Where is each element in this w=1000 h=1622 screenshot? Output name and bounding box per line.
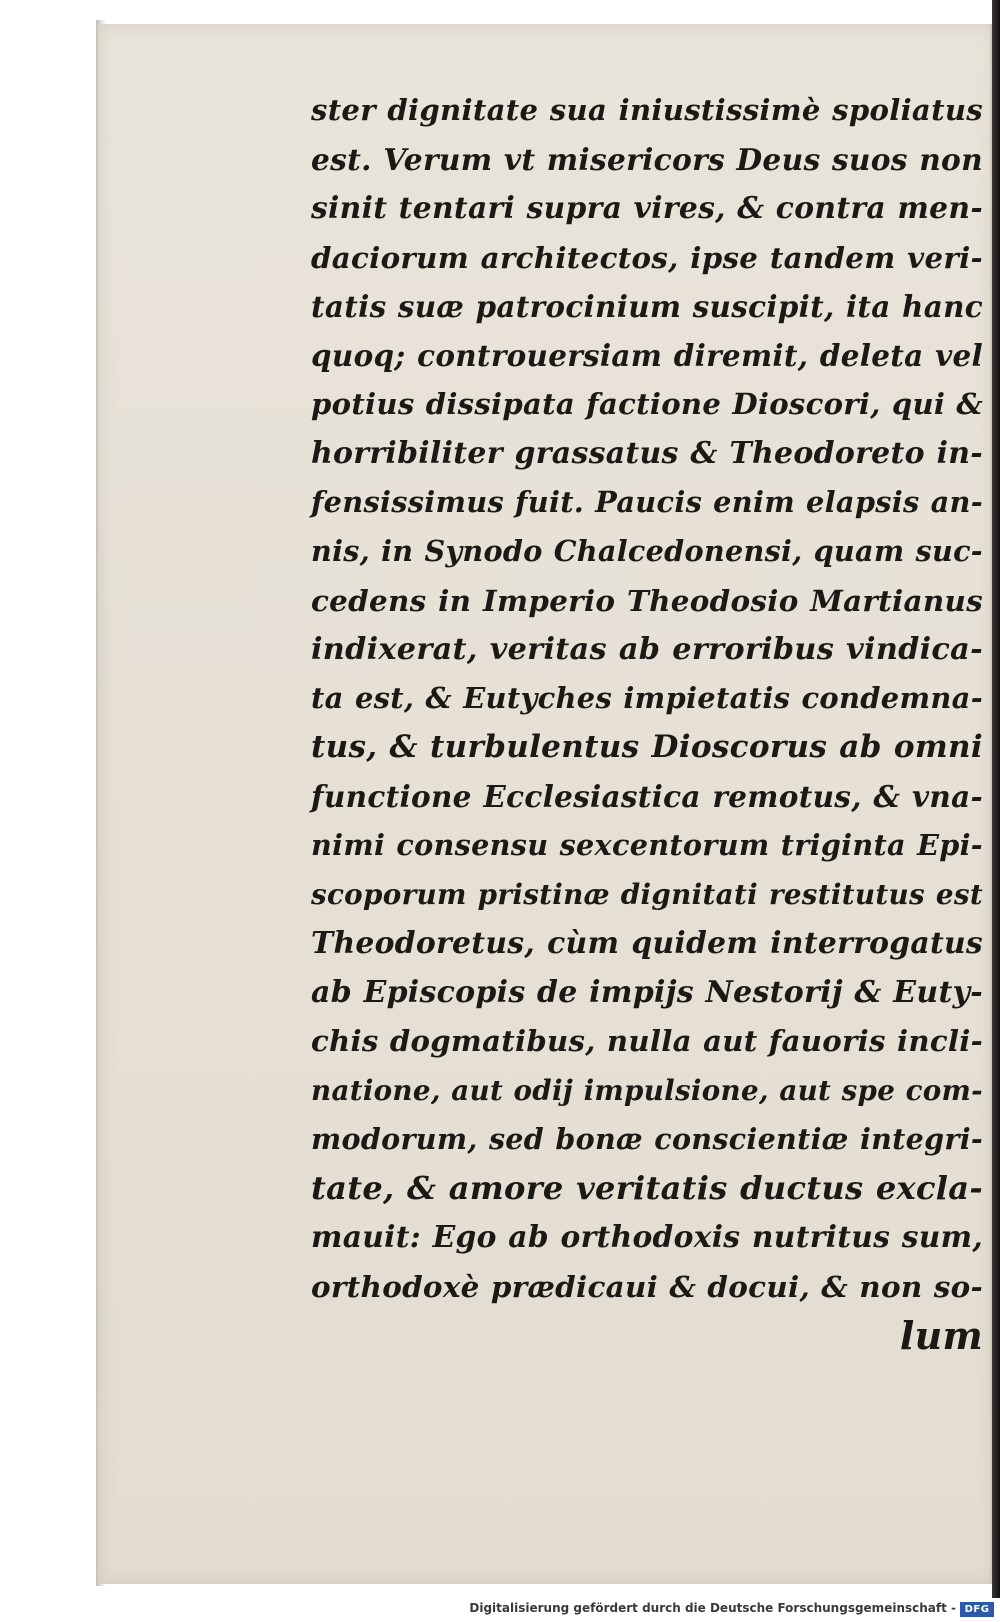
text-line: ab Episcopis de impijs Nestorij & Euty- xyxy=(311,975,983,1010)
text-line: daciorum architectos, ipse tandem veri- xyxy=(311,240,983,275)
text-line: functione Ecclesiastica remotus, & vna- xyxy=(311,779,983,814)
page-text xyxy=(311,86,983,1360)
text-line: scoporum pristinæ dignitati restitutus est xyxy=(311,878,983,911)
text-line: nis, in Synodo Chalcedonensi, quam suc- xyxy=(311,534,983,568)
text-line: cedens in Imperio Theodosio Martianus xyxy=(311,583,983,618)
text-line: natione, aut odij impulsione, aut spe com- xyxy=(311,1074,983,1107)
text-line: modorum, sed bonæ conscientiæ integri- xyxy=(311,1122,983,1156)
text-line: tus, & turbulentus Dioscorus ab omni xyxy=(311,729,983,765)
footer-bar xyxy=(0,1598,1000,1622)
text-line: fensissimus fuit. Paucis enim elapsis an- xyxy=(311,485,983,519)
text-line: chis dogmatibus, nulla aut fauoris incli- xyxy=(311,1024,983,1058)
text-line: est. Verum vt misericors Deus suos non xyxy=(311,142,983,177)
text-line: ster dignitate sua iniustissimè spoliatus xyxy=(311,93,983,127)
funding-notice: Digitalisierung gefördert durch die Deutsche Forschungsgemeinschaft - xyxy=(469,1601,956,1615)
text-line: sinit tentari supra vires, & contra men- xyxy=(311,191,983,226)
text-line: quoq; controuersiam diremit, deleta vel xyxy=(311,338,983,373)
text-line: orthodoxè prædicaui & docui, & non so- xyxy=(311,1269,983,1304)
text-line: tatis suæ patrocinium suscipit, ita hanc xyxy=(311,289,983,324)
text-line: nimi consensu sexcentorum triginta Epi- xyxy=(311,828,983,862)
dfg-logo: DFG xyxy=(960,1602,994,1617)
book-edge xyxy=(992,0,1000,1600)
text-line: indixerat, veritas ab erroribus vindica- xyxy=(311,632,983,667)
catchword: lum xyxy=(899,1313,983,1358)
text-line: mauit: Ego ab orthodoxis nutritus sum, xyxy=(311,1220,983,1255)
text-line: horribiliter grassatus & Theodoreto in- xyxy=(311,436,983,471)
text-line: tate, & amore veritatis ductus excla- xyxy=(311,1169,983,1207)
text-line: potius dissipata factione Dioscori, qui & xyxy=(311,387,983,421)
text-line: Theodoretus, cùm quidem interrogatus xyxy=(311,926,983,961)
text-line: ta est, & Eutyches impietatis condemna- xyxy=(311,681,983,715)
